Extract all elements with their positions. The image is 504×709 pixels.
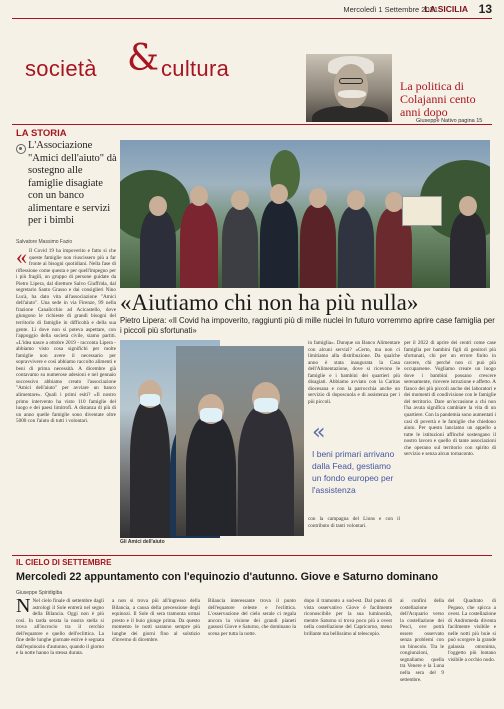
section-word-societa: società: [25, 56, 97, 81]
page-number: 13: [478, 2, 492, 16]
sidebar-summary: L'Associazione "Amici dell'aiuto" dà sostegno alle famiglie disagiate con un banco alimentare e servizi per i bimbi: [28, 140, 117, 226]
photo-caption: Gli Amici dell'aiuto: [120, 539, 165, 545]
story-byline: Salvatore Massimo Fazio: [16, 239, 73, 245]
story-kicker: LA STORIA: [16, 128, 67, 139]
top-divider: [12, 18, 492, 19]
bullet-circle-icon: [16, 144, 26, 154]
group-photo[interactable]: [120, 140, 490, 288]
sky-column: del Quadrato di Pegaso, che spicca a ovest. La costellazione di Andromeda diventa facilmente visibile e nelle notti più buie si può scorgere la grande galassia omonima, l'oggetto più lontano visibile a occhio nudo.: [448, 598, 496, 663]
pull-quote: I beni primari arrivano dalla Fead, gestiamo un fondo europeo per l'assistenza: [312, 449, 395, 495]
sky-column: dopo il tramonto a sud-est. Dal punto di vista osservativo Giove è facilmente riconoscibile per la sua luminosità, mentre Saturno si trova poco più a ovest nella costellazione del Capricorno, meno brillante ma bellissimo al telescopio.: [304, 598, 392, 637]
sky-article-body: [16, 598, 496, 702]
bottom-divider: [12, 555, 492, 556]
banner-sign: [402, 196, 442, 226]
story-headline[interactable]: «Aiutiamo chi non ha più nulla»: [120, 290, 419, 315]
story-sidebar: [16, 140, 116, 236]
promo-author: Giuseppe Nativo pagina 15: [416, 118, 483, 124]
story-column-middle: in famiglia». Dunque un Banco Alimentare con alcuni servizi? «Certo, ma non ci limitiamo alla distribuzione. Da qualche anno è stata inaugurata la Casa dell'Alimentazione, dove si ricevono le famiglie e i bambini dei quartieri più disagiati. Abbiamo avviato con la Caritas diocesana e con la parrocchia anche un servizio di doposcuola e di assistenza per i più piccoli.: [308, 340, 400, 405]
sky-column: a non si trova più all'ingresso della Bilancia, a causa della precessione degli equinozi. Il Sole di sera tramonta ormai presto e il buio giunge prima. Da questo momento le notti saranno sempre più lunghe dei giorni fino al solstizio d'inverno di dicembre.: [112, 598, 200, 644]
sky-column: ai confini della costellazione dell'Acquario verso la costellazione dei Pesci, ove potrà essere osservato senza problemi con un binocolo. Tra le congiunzioni, segnaliamo quella tra Venere e la Luna nella sera del 9 settembre.: [400, 598, 444, 683]
sky-column: Bilancia interessante trova il punto dell'equatore celeste e l'eclittica. L'osservazione del cielo serale ci regala ancora la visione dei grandi pianeti gassosi Giove e Saturno, che dominano la scena per tutta la notte.: [208, 598, 296, 637]
section-word-cultura: cultura: [161, 56, 230, 81]
sky-byline: Giuseppe Spiridigiba: [16, 590, 63, 596]
issue-date: Mercoledì 1 Settembre 2021: [343, 5, 438, 14]
story-subhead: Pietro Lipera: «Il Covid ha impoverito, raggiunti più di mille nuclei In futuro vorremmo aprire case famiglia per i piccoli più sfortunati»: [120, 316, 495, 335]
quote-icon: «: [312, 420, 326, 445]
lead-text: Il Covid 19 ha impoverito e fatto sì che queste famiglie non riuscissero più a far fronte ai bisogni quotidiani. Nella fase di riflessione come questa e per quell'impegno per i più fragili, un gruppo di persone guidate da Pietro Lipera, dal direttore Salvo Giuffrida, dal segretario Santo Grasso e dai consiglieri Nino Lucà, ha dato vita all'associazione "Amici dell'aiuto". Una sede in via Firenze, 99 nella frazione Canalicchio ad Acicastello, dove giungono le richieste di grandi bisogni del territorio di famiglie in difficoltà e della sua gente. Lì dove non si poteva aspettare, con l'appoggio della società civile, siamo partiti. «L'idea nasce a ottobre 2019 - racconta Lipera - abbiamo visto cosa significhi per molte famiglie non avere il necessario per sopravvivere e così abbiamo raccolto alimenti e beni di prima necessità. A dicembre già contavamo su numerose adesioni e nel gennaio successivo abbiamo creato l'associazione "Amici dell'aiuto" per avviare un banco alimentare». Quali i primi esiti? «Il nostro primo intervento ha visto 110 famiglie del luogo e dei paesi limitrofi. A distanza di più di un anno quelle famiglie sono diventate oltre 5000 con l'aiuto di tutti i volontari.: [16, 248, 116, 425]
promo-portrait-image[interactable]: [306, 54, 392, 122]
section-divider: [12, 124, 492, 125]
volunteers-photo-right[interactable]: [176, 346, 304, 536]
sky-kicker: IL CIELO DI SETTEMBRE: [16, 558, 112, 567]
newspaper-name: LA SICILIA: [424, 4, 468, 14]
story-column-right: per il 2022 di aprire dei centri come case famiglia per bambini figli di genitori più sfortunati, chi per un errore finito in carcere, chi perché non ci può più occuparsene. Vogliamo creare un luogo dove i bambini possano crescere serenamente, ricevere istruzione e affetto. A fianco dei più piccoli anche dei laboratori e dei momenti di condivisione con le famiglie del territorio. Dare un'occasione a chi non l'ha avuta significa cambiare la vita di un quartiere. Con la pandemia sono aumentati i casi di povertà e le famiglie che chiedono aiuto. Per questo lanciamo un appello a tutte le istituzioni affinché sostengano il nostro lavoro e quello di tante associazioni che operano sul territorio con spirito di servizio e senza alcun tornaconto.: [404, 340, 496, 458]
sky-column: N Nel cielo finale di settembre dagli astrologi il Sole entrerà nel segno della Bilancia. Oggi non è più così. In tarda serata la nostra stella si trova all'incrocio tra il cerchio dell'equatore e quello dell'eclittica. La fine delle lunghe giornate estive è segnata dall'equinozio d'autunno, quando il giorno e la notte hanno la stessa durata.: [16, 598, 104, 657]
masthead-strip: [0, 0, 504, 16]
story-column-middle-continued: con la campagna del Lions e con il contributo di tanti volontari.: [308, 516, 400, 529]
section-ampersand: &: [127, 38, 160, 79]
promo-title[interactable]: La politica di Colajanni cento anni dopo: [400, 79, 476, 119]
section-header: [12, 38, 292, 82]
story-lead-column: « Il Covid 19 ha impoverito e fatto sì che queste famiglie non riuscissero più a far fronte ai bisogni quotidiani. Nella fase di riflessione come questa e per quell'impegno per i più fragili, un gruppo di persone guidate da Pietro Lipera, dal direttore Salvo Giuffrida, dal segretario Santo Grasso e dai consiglieri Nino Lucà, ha dato vita all'associazione "Amici dell'aiuto". Una sede in via Firenze, 99 nella frazione Canalicchio ad Acicastello, dove giungono le richieste di grandi bisogni del territorio di famiglie in difficoltà e della sua gente. Lì dove non si poteva aspettare, con l'appoggio della società civile, siamo partiti. «L'idea nasce a ottobre 2019 - racconta Lipera - abbiamo visto cosa significhi per molte famiglie non avere il necessario per sopravvivere e così abbiamo raccolto alimenti e beni di prima necessità. A dicembre già contavamo su numerose adesioni e nel gennaio successivo abbiamo creato l'associazione "Amici dell'aiuto" per avviare un banco alimentare». Quali i primi esiti? «Il nostro primo intervento ha visto 110 famiglie del luogo e dei paesi limitrofi. A distanza di più di un anno quelle famiglie sono diventate oltre 5000 con l'aiuto di tutti i volontari.: [16, 248, 116, 425]
sky-headline[interactable]: Mercoledì 22 appuntamento con l'equinozio d'autunno. Giove e Saturno dominano: [16, 571, 439, 583]
